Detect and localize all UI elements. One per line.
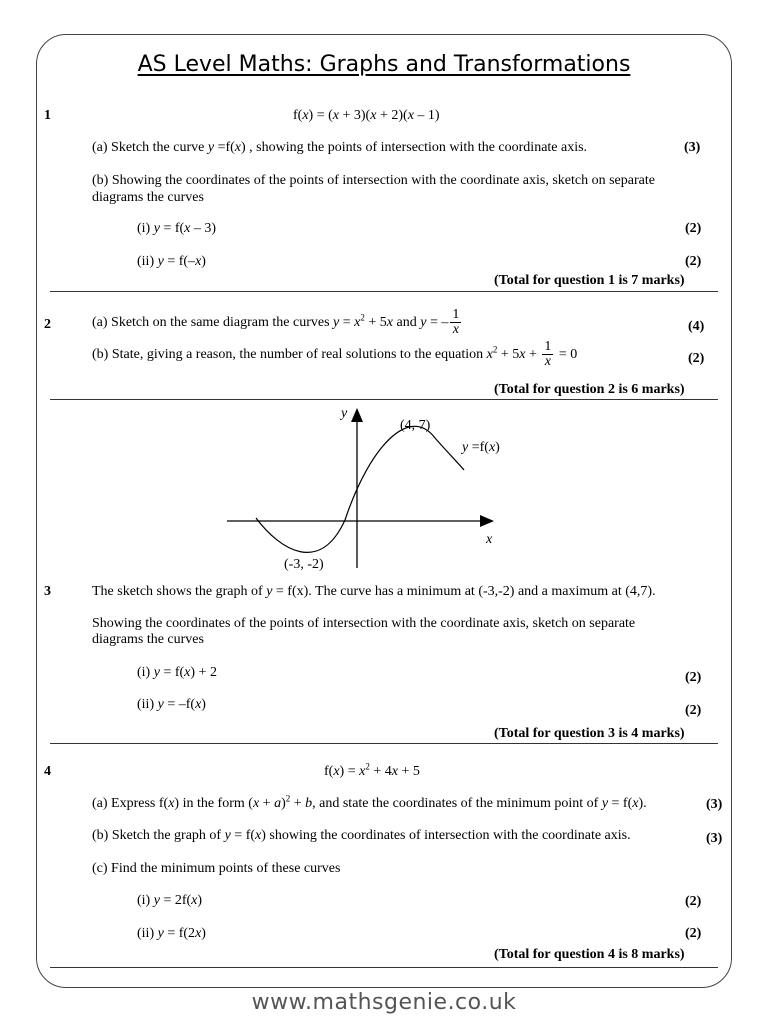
q2-total: (Total for question 2 is 6 marks) [494, 382, 685, 397]
q2-part-b: (b) State, giving a reason, the number of real solutions to the equation $x^2 + 5x$ + $\frac{1}{x}$ = 0 [92, 339, 578, 370]
divider [50, 291, 718, 292]
question-3-number: 3 [44, 584, 51, 599]
maximum-label: (4, 7) [400, 418, 431, 433]
q2-a-marks: (4) [688, 319, 705, 334]
q3-i-marks: (2) [685, 670, 702, 685]
y-axis-label: y [341, 406, 348, 421]
q4-part-b: (b) Sketch the graph of y = f(x) showing the coordinates of intersection with the coordinate axis. [92, 828, 631, 843]
curve [256, 426, 464, 552]
q4-part-i: (i) y = 2f(x) [137, 893, 203, 908]
x-axis-label: x [486, 532, 493, 547]
question-2-number: 2 [44, 317, 51, 332]
minimum-label: (-3, -2) [284, 557, 324, 572]
q4-function: $f(x) = x^2 + 4x + 5$ [324, 761, 420, 779]
q3-part-ii: (ii) y = –f(x) [137, 697, 206, 712]
q2-part-a: (a) Sketch on the same diagram the curves $y = x^2 + 5x$ and y = – $\frac{1}{x}$ [92, 307, 460, 338]
q3-total: (Total for question 3 is 4 marks) [494, 726, 685, 741]
q2-b-marks: (2) [688, 351, 705, 366]
q1-part-b-line2: diagrams the curves [92, 190, 204, 205]
q4-part-a: (a) Express f(x) in the form $(x + a)^2 + b$, and state the coordinates of the minimum point of y = f(x). [92, 793, 647, 811]
q3-line3: diagrams the curves [92, 632, 204, 647]
x-axis-arrow [480, 515, 494, 527]
q4-ii-marks: (2) [685, 926, 702, 941]
q1-part-i: (i) y = f(x – 3) [137, 221, 217, 236]
q3-line1: The sketch shows the graph of y = f(x). The curve has a minimum at (-3,-2) and a maximum at (4,7). [92, 584, 656, 599]
q1-part-ii: (ii) y = f(–x) [137, 254, 206, 269]
q1-function: f(x) = (x + 3)(x + 2)(x – 1) [293, 108, 440, 123]
question-4-number: 4 [44, 764, 51, 779]
q4-part-c: (c) Find the minimum points of these curves [92, 861, 341, 876]
page-title: AS Level Maths: Graphs and Transformations [137, 52, 631, 77]
q4-i-marks: (2) [685, 894, 702, 909]
q1-total: (Total for question 1 is 7 marks) [494, 273, 685, 288]
footer-url: www.mathsgenie.co.uk [251, 990, 517, 1015]
y-axis-arrow [351, 408, 363, 422]
q3-line2: Showing the coordinates of the points of intersection with the coordinate axis, sketch on separate [92, 616, 636, 631]
q4-b-marks: (3) [706, 831, 723, 846]
q1-a-marks: (3) [684, 140, 701, 155]
q3-part-i: (i) y = f(x) + 2 [137, 665, 217, 680]
cubic-graph [220, 400, 520, 575]
curve-label: y =f(x) [462, 440, 500, 455]
q4-total: (Total for question 4 is 8 marks) [494, 947, 685, 962]
q4-a-marks: (3) [706, 797, 723, 812]
q4-part-ii: (ii) y = f(2x) [137, 926, 206, 941]
q1-i-marks: (2) [685, 221, 702, 236]
divider [50, 967, 718, 968]
q1-ii-marks: (2) [685, 254, 702, 269]
q1-part-a: (a) Sketch the curve y =f(x) , showing the points of intersection with the coordinate axis. [92, 140, 588, 155]
q3-ii-marks: (2) [685, 703, 702, 718]
q1-part-b-line1: (b) Showing the coordinates of the points of intersection with the coordinate axis, sketch on separate [92, 173, 655, 188]
question-1-number: 1 [44, 108, 51, 123]
divider [50, 743, 718, 744]
